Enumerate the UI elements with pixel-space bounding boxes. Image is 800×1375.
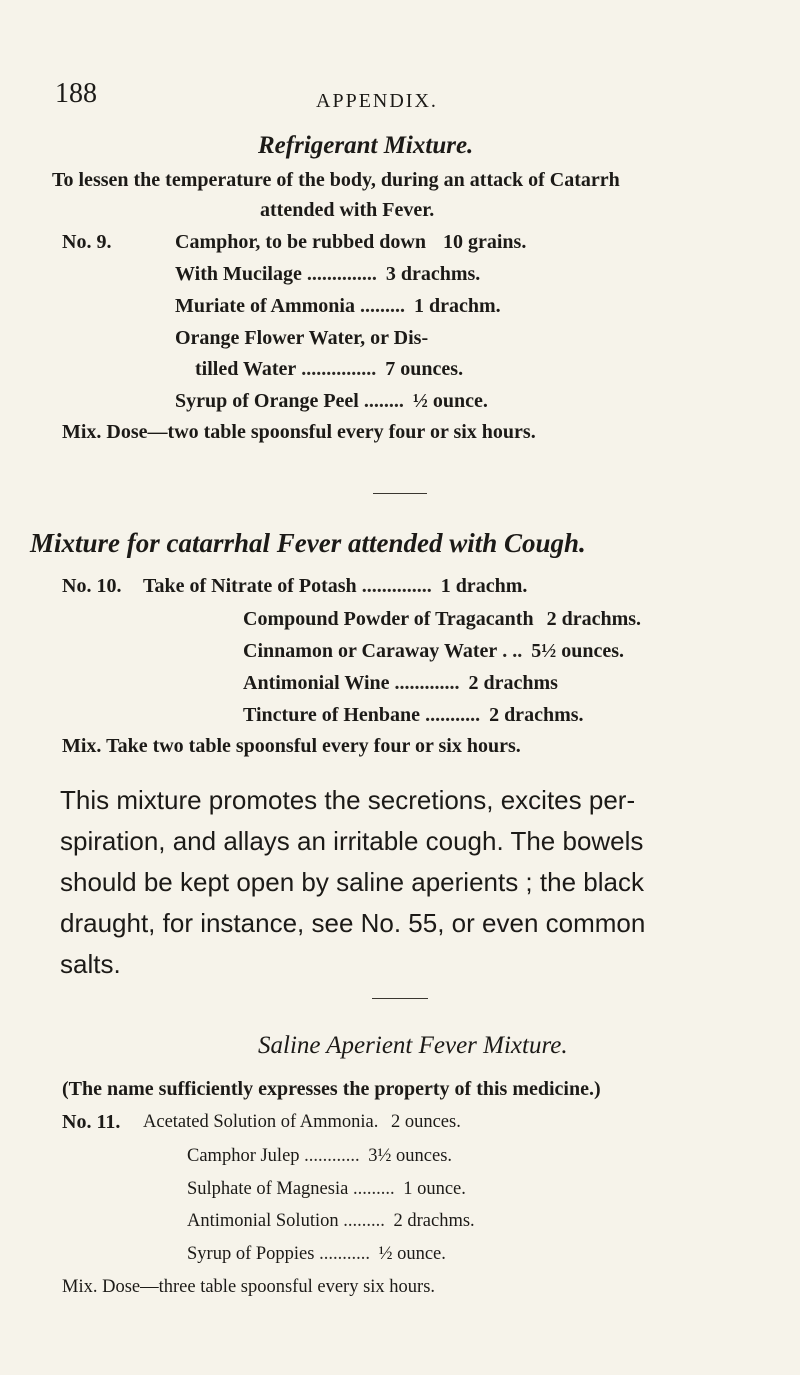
recipe-ingredient-row	[187, 1242, 446, 1266]
recipe-ingredient-row	[243, 703, 584, 727]
mix-instruction: Mix. Dose—three table spoonsful every six hours.	[62, 1277, 436, 1297]
ingredient-name: Tincture of Henbane	[243, 704, 421, 726]
leader-dots: ...........	[425, 704, 481, 726]
ingredient-name: Antimonial Solution	[187, 1211, 339, 1231]
ingredient-quantity: 2 ounces.	[390, 1112, 461, 1132]
ingredient-name: tilled Water	[195, 358, 297, 380]
leader-dots: ..............	[306, 263, 377, 285]
recipe-ingredient-row	[143, 574, 527, 598]
leader-dots: .........	[343, 1211, 385, 1231]
recipe-ingredient-row	[243, 671, 558, 695]
recipe-number: No. 9.	[62, 231, 112, 253]
section-title-refrigerant: Refrigerant Mixture.	[258, 132, 474, 159]
ingredient-quantity: 1 drachm.	[440, 575, 528, 597]
ingredient-name: Camphor, to be rubbed down	[175, 231, 426, 253]
ingredient-name: Camphor Julep	[187, 1146, 300, 1166]
mix-instruction: Mix. Take two table spoonsful every four or six hours.	[62, 735, 521, 757]
recipe-ingredient-row	[175, 294, 501, 318]
leader-dots: ............	[304, 1146, 360, 1166]
ingredient-quantity: 2 drachms	[468, 672, 558, 694]
mix-instruction: Mix. Dose—two table spoonsful every four or six hours.	[62, 421, 536, 443]
ingredient-quantity: 3 drachms.	[385, 263, 481, 285]
recipe-ingredient-row	[187, 1144, 452, 1168]
ingredient-quantity: 2 drachms.	[489, 704, 584, 726]
paragraph-line: salts.	[60, 949, 121, 979]
leader-dots: .........	[352, 1179, 395, 1199]
recipe-ingredient-row	[175, 262, 480, 286]
recipe-number: No. 11.	[62, 1111, 121, 1133]
running-head: APPENDIX.	[316, 90, 438, 112]
ingredient-quantity: ½ ounce.	[378, 1244, 446, 1264]
leader-dots: .............	[394, 672, 460, 694]
paragraph-line: This mixture promotes the secretions, excites per-	[60, 785, 636, 815]
leader-dots: ........	[363, 390, 404, 412]
ingredient-quantity: 5½ ounces.	[531, 640, 625, 662]
ingredient-name: With Mucilage	[175, 263, 302, 285]
recipe-number: No. 10.	[62, 575, 122, 597]
leader-dots: .........	[359, 295, 405, 317]
ingredient-name: Muriate of Ammonia	[175, 295, 355, 317]
ingredient-name: Take of Nitrate of Potash	[143, 575, 357, 597]
recipe-ingredient-row	[143, 1110, 461, 1134]
ingredient-quantity: ½ ounce.	[412, 390, 488, 412]
ingredient-name: Syrup of Poppies	[187, 1244, 315, 1264]
recipe-ingredient-row	[175, 326, 428, 350]
recipe-ingredient-row	[187, 1209, 475, 1233]
ingredient-name: Syrup of Orange Peel	[175, 390, 359, 412]
section-note: (The name sufficiently expresses the property of this medicine.)	[62, 1078, 601, 1100]
section-divider	[372, 998, 428, 999]
leader-dots: ...........	[319, 1244, 370, 1264]
recipe-ingredient-row	[175, 230, 526, 254]
section-title-saline: Saline Aperient Fever Mixture.	[258, 1032, 568, 1059]
ingredient-name: Antimonial Wine	[243, 672, 390, 694]
recipe-ingredient-row	[243, 639, 624, 663]
leader-dots: ..............	[361, 575, 432, 597]
ingredient-name: Cinnamon or Caraway Water	[243, 640, 498, 662]
ingredient-name: Compound Powder of Tragacanth	[243, 608, 534, 630]
page-number: 188	[55, 78, 97, 109]
ingredient-quantity: 3½ ounces.	[368, 1146, 453, 1166]
section-intro-line: attended with Fever.	[260, 199, 435, 221]
paragraph-line: spiration, and allays an irritable cough. The bowels	[60, 826, 644, 856]
section-title-catarrhal: Mixture for catarrhal Fever attended with Cough.	[30, 528, 586, 558]
ingredient-name: Orange Flower Water, or Dis-	[175, 327, 429, 349]
section-intro-line: To lessen the temperature of the body, during an attack of Catarrh	[52, 169, 620, 191]
ingredient-quantity: 1 ounce.	[403, 1179, 466, 1199]
paragraph-line: should be kept open by saline aperients ; the black	[60, 867, 644, 897]
recipe-ingredient-row	[175, 389, 488, 413]
ingredient-quantity: 2 drachms.	[393, 1211, 475, 1231]
ingredient-name: Acetated Solution of Ammonia.	[143, 1112, 379, 1132]
recipe-ingredient-row	[187, 1177, 466, 1201]
ingredient-quantity: 7 ounces.	[385, 358, 464, 380]
paragraph-line: draught, for instance, see No. 55, or even common	[60, 908, 646, 938]
ingredient-name: Sulphate of Magnesia	[187, 1179, 349, 1199]
recipe-ingredient-row	[195, 357, 463, 381]
ingredient-quantity: 2 drachms.	[546, 608, 642, 630]
ingredient-quantity: 1 drachm.	[413, 295, 501, 317]
body-paragraph	[60, 780, 750, 985]
leader-dots: ...............	[301, 358, 377, 380]
leader-dots: . ..	[502, 640, 523, 662]
section-divider	[373, 493, 427, 494]
recipe-ingredient-row	[243, 607, 641, 631]
ingredient-quantity: 10 grains.	[443, 231, 527, 253]
